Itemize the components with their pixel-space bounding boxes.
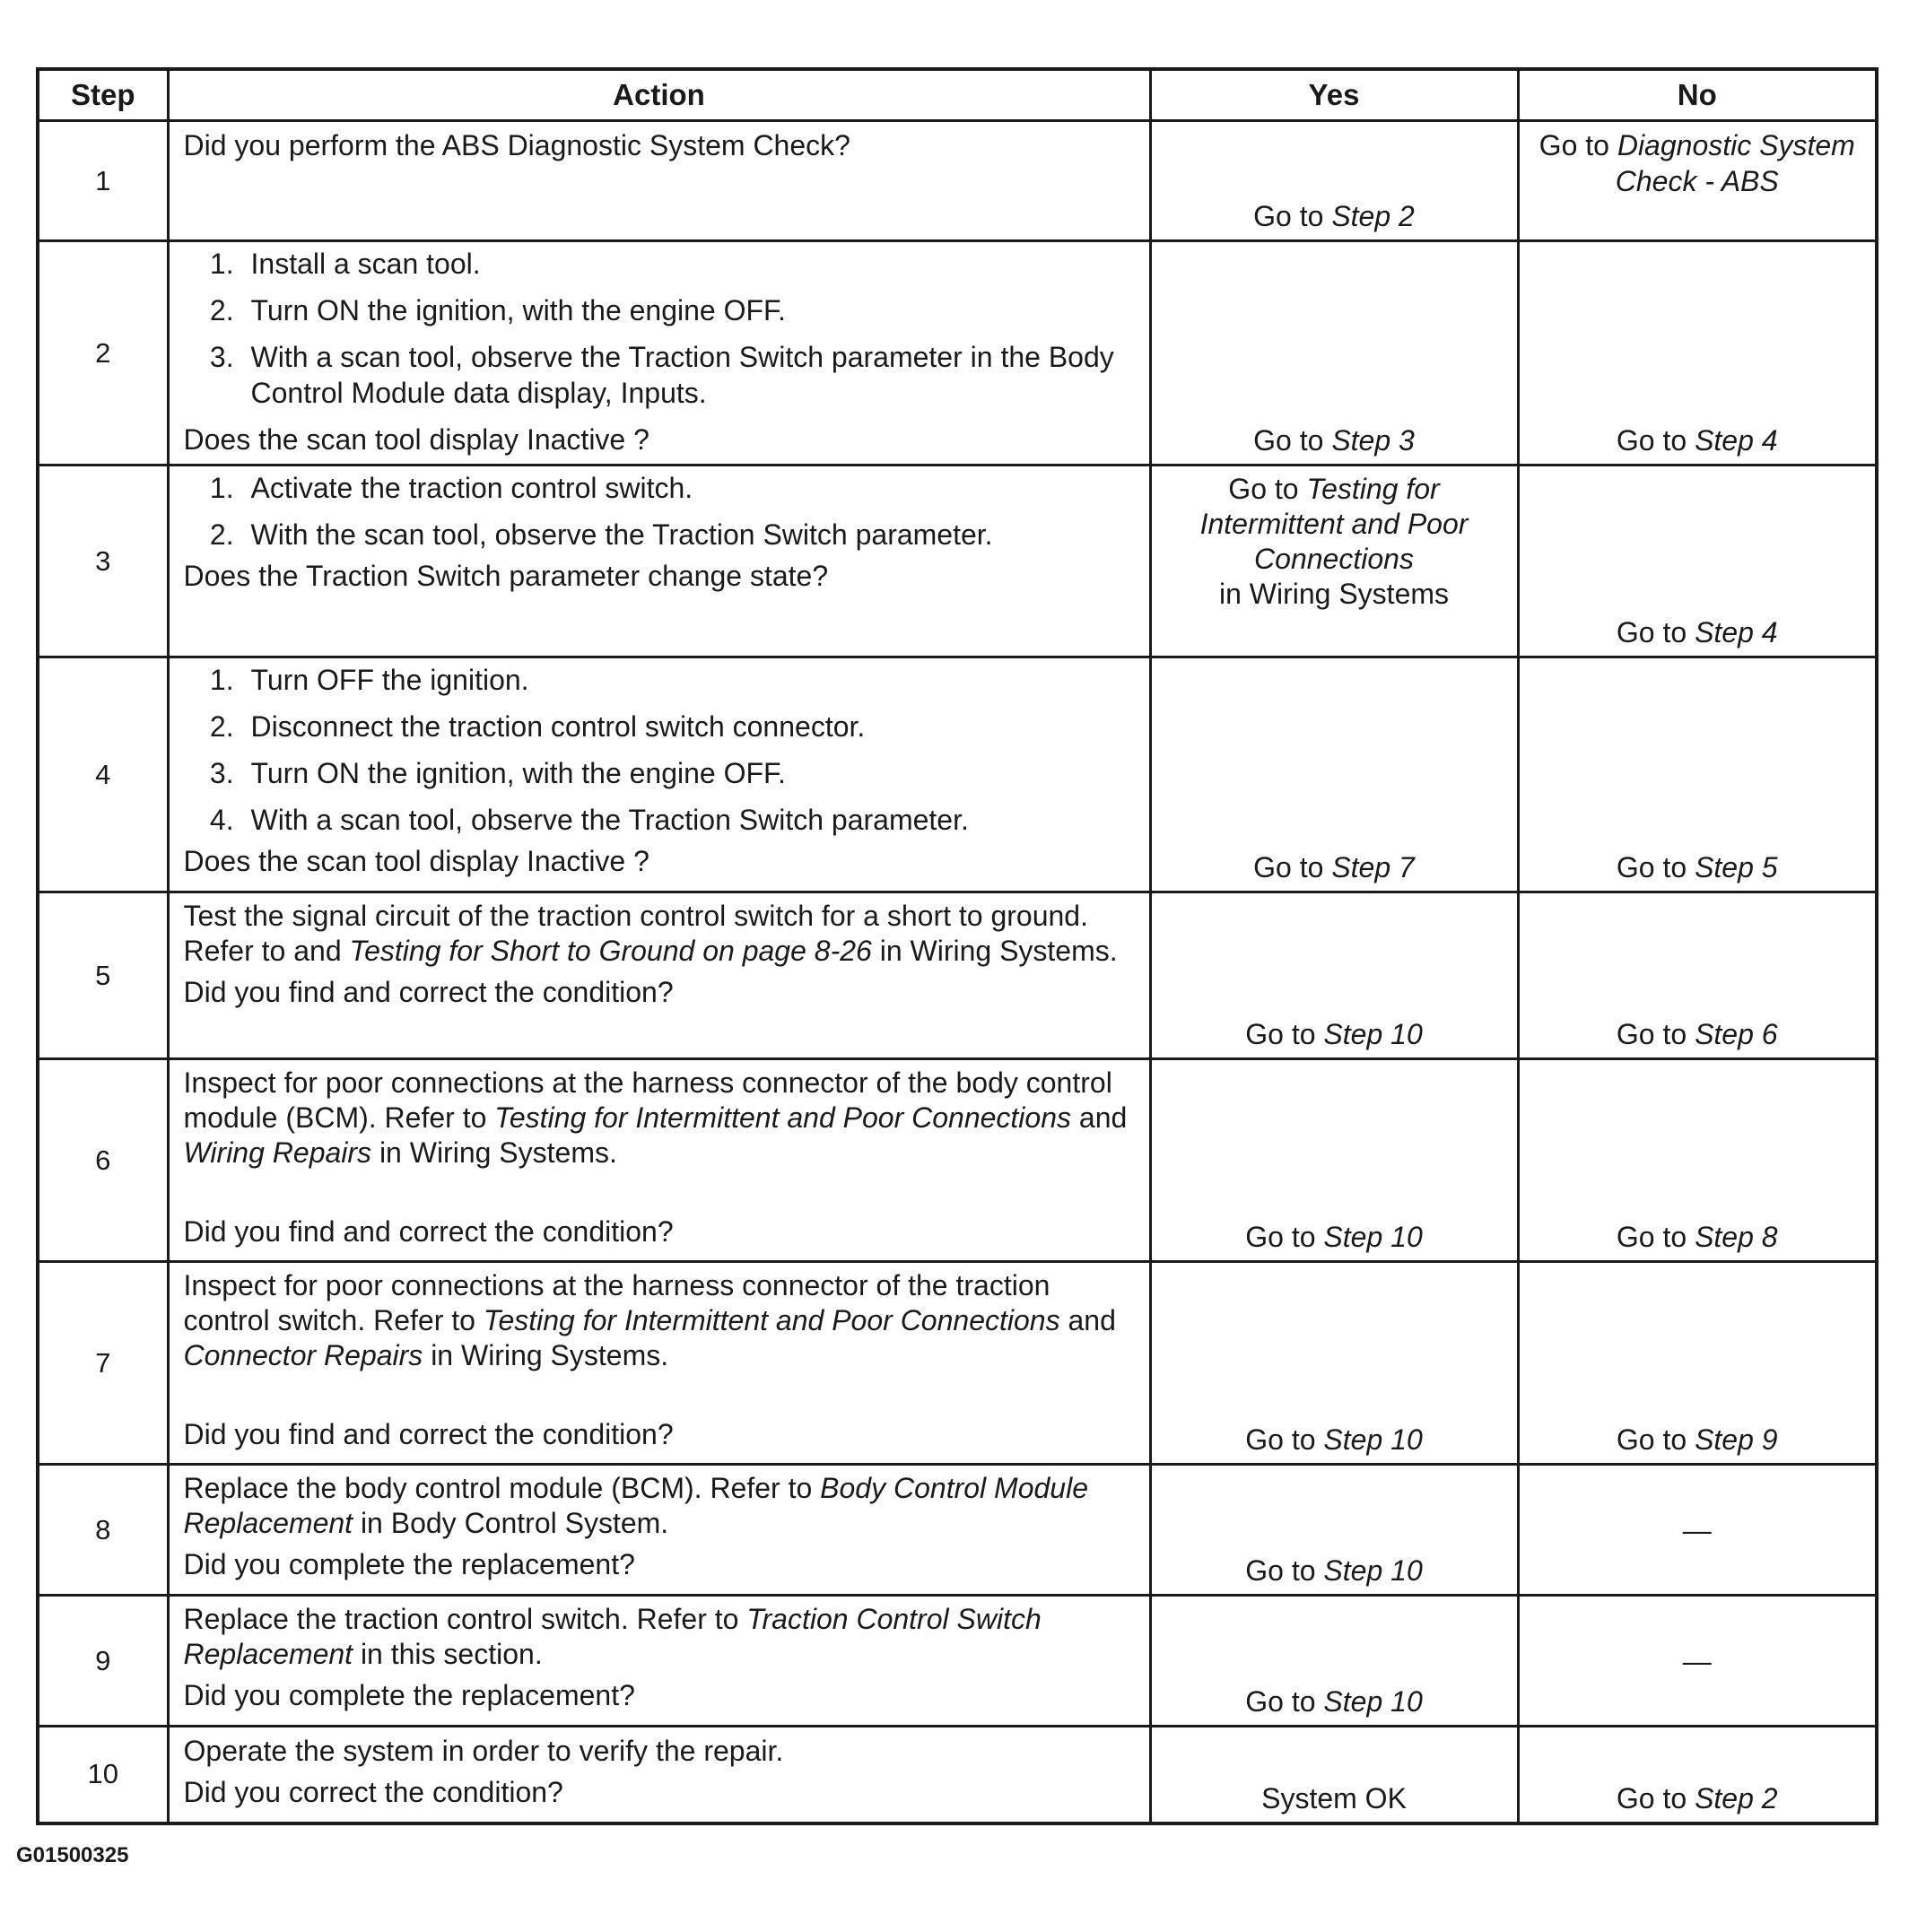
no-cell <box>1518 657 1877 892</box>
step-number: 9 <box>38 1596 168 1727</box>
no-link[interactable]: Step 4 <box>1695 424 1778 457</box>
action-text-part: Inspect for poor connections at the harness connector of the traction control switch. Refer to <box>183 1269 1050 1336</box>
no-cell <box>1518 241 1877 466</box>
action-list-item: 3. Turn ON the ignition, with the engine OFF. <box>242 755 1137 791</box>
step-number: 3 <box>38 466 168 657</box>
no-cell <box>1518 1727 1877 1823</box>
action-cell <box>168 241 1150 466</box>
no-cell <box>1518 121 1877 241</box>
table-row <box>38 1727 1877 1823</box>
action-text-part: Inspect for poor connections at the harness connector of the body control module (BCM). Refer to <box>183 1066 1112 1134</box>
action-list-item: 1. Turn OFF the ignition. <box>242 662 1137 698</box>
action-text <box>184 1066 1137 1171</box>
action-question: Does the Traction Switch parameter change state? <box>183 560 829 592</box>
action-cell <box>168 1596 1150 1727</box>
step-number: 5 <box>38 892 168 1059</box>
yes-link[interactable]: Step 2 <box>1331 200 1415 232</box>
yes-link[interactable]: Step 10 <box>1323 1554 1423 1587</box>
no-prefix: Go to <box>1616 1423 1695 1456</box>
action-text-part: Test the signal circuit of the traction control switch for a short to ground. Refer to and <box>183 900 1088 967</box>
no-link[interactable]: Step 5 <box>1695 851 1778 883</box>
yes-suffix: in Wiring Systems <box>1218 578 1450 610</box>
action-text-part: and <box>1071 1101 1128 1134</box>
figure-id: G01500325 <box>16 1843 129 1867</box>
reference-link[interactable]: Connector Repairs <box>183 1339 423 1371</box>
header-yes: Yes <box>1150 69 1518 121</box>
reference-link[interactable]: Traction Control Switch Replacement <box>183 1603 1042 1670</box>
action-cell <box>168 1727 1150 1823</box>
action-cell <box>168 1059 1150 1262</box>
yes-link[interactable]: Step 10 <box>1323 1018 1423 1050</box>
yes-text: System OK <box>1261 1781 1407 1815</box>
action-cell <box>168 1262 1150 1465</box>
yes-cell <box>1150 466 1518 657</box>
action-text-part: Replace the body control module (BCM). Refer to <box>183 1472 821 1504</box>
no-dash: — <box>1682 1513 1712 1546</box>
yes-cell <box>1150 121 1518 241</box>
action-cell <box>168 466 1150 657</box>
action-cell <box>168 121 1150 241</box>
yes-prefix: Go to <box>1228 473 1307 505</box>
yes-prefix: Go to <box>1253 851 1332 883</box>
action-question: Did you find and correct the condition? <box>183 1418 674 1450</box>
no-link[interactable]: Step 2 <box>1695 1781 1778 1815</box>
no-cell <box>1518 1059 1877 1262</box>
action-text <box>184 899 1137 969</box>
table-row <box>38 657 1877 892</box>
yes-link[interactable]: Step 7 <box>1331 851 1415 883</box>
table-row <box>38 1262 1877 1465</box>
action-text: Did you perform the ABS Diagnostic System Check? <box>183 129 850 161</box>
yes-prefix: Go to <box>1245 1554 1324 1587</box>
no-link[interactable]: Step 8 <box>1695 1221 1778 1253</box>
header-action: Action <box>168 69 1150 121</box>
table-row <box>38 892 1877 1059</box>
no-link[interactable]: Step 6 <box>1695 1018 1778 1050</box>
action-text-part: in Body Control System. <box>353 1507 669 1539</box>
step-number: 8 <box>38 1465 168 1596</box>
action-question: Did you find and correct the condition? <box>183 1215 674 1248</box>
no-prefix: Go to <box>1616 424 1695 457</box>
action-text-part: Replace the traction control switch. Refer to <box>183 1603 747 1635</box>
no-link[interactable]: Step 9 <box>1695 1423 1778 1456</box>
no-prefix: Go to <box>1616 1781 1695 1815</box>
action-list <box>184 662 1137 838</box>
action-text-part: and <box>1059 1304 1116 1336</box>
action-list <box>184 246 1137 411</box>
no-link[interactable]: Diagnostic System Check - ABS <box>1615 129 1855 197</box>
step-number: 6 <box>38 1059 168 1262</box>
action-text: Operate the system in order to verify the repair. <box>183 1735 784 1767</box>
action-text <box>184 1471 1137 1541</box>
action-question: Does the scan tool display Inactive ? <box>183 845 649 877</box>
action-text-part: in Wiring Systems. <box>371 1136 617 1169</box>
step-number: 1 <box>38 121 168 241</box>
table-row <box>38 1465 1877 1596</box>
no-dash: — <box>1682 1644 1712 1677</box>
action-list-item: 2. Turn ON the ignition, with the engine OFF. <box>242 292 1137 328</box>
yes-link[interactable]: Step 3 <box>1331 424 1415 457</box>
reference-link[interactable]: Body Control Module Replacement <box>183 1472 1088 1539</box>
action-list-item: 3. With a scan tool, observe the Traction Switch parameter in the Body Control Module data display, Inputs. <box>242 339 1137 411</box>
action-question: Did you complete the replacement? <box>183 1548 635 1580</box>
table-row <box>38 1059 1877 1262</box>
action-question: Does the scan tool display Inactive ? <box>183 423 649 456</box>
yes-prefix: Go to <box>1253 200 1332 232</box>
step-number: 2 <box>38 241 168 466</box>
table-row <box>38 121 1877 241</box>
yes-cell <box>1150 1727 1518 1823</box>
yes-cell <box>1150 1059 1518 1262</box>
no-cell <box>1518 892 1877 1059</box>
table-row <box>38 466 1877 657</box>
action-list-item: 2. With the scan tool, observe the Traction Switch parameter. <box>242 517 1137 553</box>
yes-cell <box>1150 1465 1518 1596</box>
action-text-part: in this section. <box>353 1638 543 1670</box>
reference-link[interactable]: Wiring Repairs <box>183 1136 372 1169</box>
no-link[interactable]: Step 4 <box>1695 616 1778 648</box>
action-list-item: 2. Disconnect the traction control switch connector. <box>242 709 1137 744</box>
yes-prefix: Go to <box>1253 424 1332 457</box>
no-cell <box>1518 466 1877 657</box>
yes-link[interactable]: Step 10 <box>1323 1685 1423 1718</box>
yes-cell <box>1150 1262 1518 1465</box>
no-prefix: Go to <box>1616 616 1695 648</box>
header-no: No <box>1518 69 1877 121</box>
yes-prefix: Go to <box>1245 1018 1324 1050</box>
action-question: Did you find and correct the condition? <box>183 976 674 1008</box>
yes-prefix: Go to <box>1245 1221 1324 1253</box>
action-text <box>184 1268 1137 1373</box>
no-cell <box>1518 1262 1877 1465</box>
no-prefix: Go to <box>1616 1221 1695 1253</box>
step-number: 7 <box>38 1262 168 1465</box>
step-number: 4 <box>38 657 168 892</box>
action-list <box>184 470 1137 553</box>
action-question: Did you complete the replacement? <box>183 1679 635 1711</box>
reference-link[interactable]: Testing for Intermittent and Poor Connections <box>483 1304 1060 1336</box>
action-list-item: 4. With a scan tool, observe the Traction Switch parameter. <box>242 802 1137 838</box>
action-cell <box>168 892 1150 1059</box>
reference-link[interactable]: Testing for Intermittent and Poor Connections <box>494 1101 1071 1134</box>
yes-cell <box>1150 241 1518 466</box>
yes-cell <box>1150 892 1518 1059</box>
action-cell <box>168 657 1150 892</box>
action-question: Did you correct the condition? <box>183 1776 563 1808</box>
yes-cell <box>1150 1596 1518 1727</box>
no-cell <box>1518 1465 1877 1596</box>
yes-prefix: Go to <box>1245 1423 1324 1456</box>
header-row <box>38 69 1877 121</box>
step-number: 10 <box>38 1727 168 1823</box>
header-step: Step <box>38 69 168 121</box>
yes-prefix: Go to <box>1245 1685 1324 1718</box>
yes-link[interactable]: Step 10 <box>1323 1423 1423 1456</box>
table-row <box>38 1596 1877 1727</box>
action-text <box>184 1602 1137 1672</box>
diagnostic-table <box>36 67 1878 1825</box>
no-prefix: Go to <box>1616 851 1695 883</box>
action-text-part: in Wiring Systems. <box>871 935 1118 967</box>
action-text-part: in Wiring Systems. <box>423 1339 669 1371</box>
yes-link[interactable]: Step 10 <box>1323 1221 1423 1253</box>
action-cell <box>168 1465 1150 1596</box>
table-row <box>38 241 1877 466</box>
action-list-item: 1. Install a scan tool. <box>242 246 1137 282</box>
action-list-item: 1. Activate the traction control switch. <box>242 470 1137 506</box>
reference-link[interactable]: Testing for Short to Ground on page 8-26 <box>349 935 872 967</box>
no-cell <box>1518 1596 1877 1727</box>
yes-cell <box>1150 657 1518 892</box>
yes-link[interactable]: Testing for Intermittent and Poor Connections <box>1199 473 1469 575</box>
no-prefix: Go to <box>1539 129 1617 161</box>
no-prefix: Go to <box>1616 1018 1695 1050</box>
